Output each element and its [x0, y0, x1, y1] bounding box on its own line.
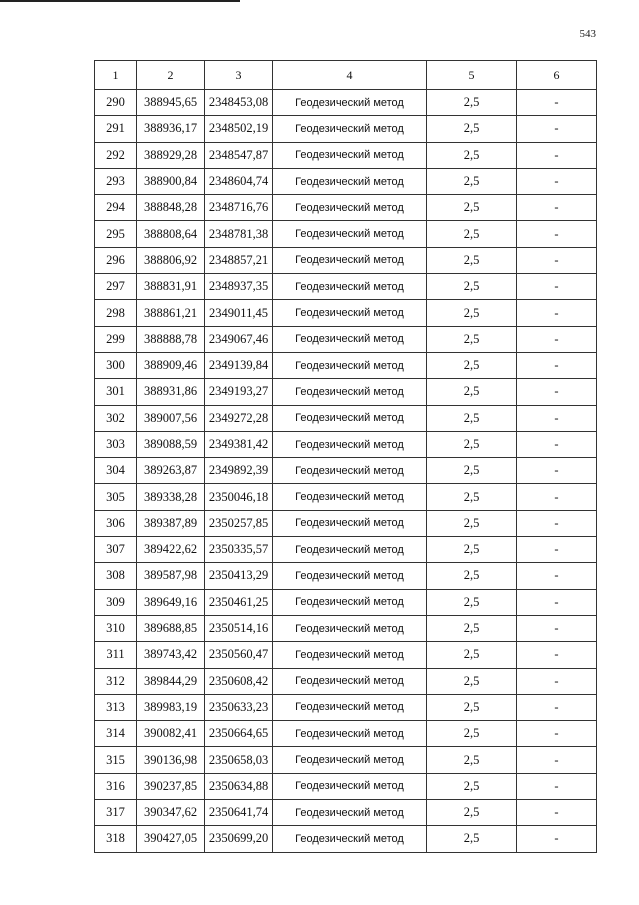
- method-cell: Геодезический метод: [273, 221, 427, 247]
- accuracy-cell: 2,5: [427, 458, 517, 484]
- method-cell: Геодезический метод: [273, 274, 427, 300]
- accuracy-cell: 2,5: [427, 326, 517, 352]
- x-coordinate-cell: 388900,84: [137, 168, 205, 194]
- accuracy-cell: 2,5: [427, 510, 517, 536]
- method-cell: Геодезический метод: [273, 90, 427, 116]
- y-coordinate-cell: 2350335,57: [205, 537, 273, 563]
- note-cell: -: [517, 274, 597, 300]
- table-header-row: [95, 61, 597, 90]
- table-row: [95, 274, 597, 300]
- point-number-cell: 296: [95, 247, 137, 273]
- x-coordinate-cell: 388929,28: [137, 142, 205, 168]
- method-cell: Геодезический метод: [273, 747, 427, 773]
- note-cell: -: [517, 484, 597, 510]
- x-coordinate-cell: 388831,91: [137, 274, 205, 300]
- point-number-cell: 308: [95, 563, 137, 589]
- table-row: [95, 615, 597, 641]
- x-coordinate-cell: 388861,21: [137, 300, 205, 326]
- table-row: [95, 721, 597, 747]
- y-coordinate-cell: 2348937,35: [205, 274, 273, 300]
- table-row: [95, 589, 597, 615]
- y-coordinate-cell: 2348547,87: [205, 142, 273, 168]
- x-coordinate-cell: 388931,86: [137, 379, 205, 405]
- x-coordinate-cell: 389688,85: [137, 615, 205, 641]
- method-cell: Геодезический метод: [273, 405, 427, 431]
- note-cell: -: [517, 537, 597, 563]
- note-cell: -: [517, 642, 597, 668]
- point-number-cell: 310: [95, 615, 137, 641]
- point-number-cell: 302: [95, 405, 137, 431]
- note-cell: -: [517, 168, 597, 194]
- table-row: [95, 326, 597, 352]
- method-cell: Геодезический метод: [273, 300, 427, 326]
- y-coordinate-cell: 2350608,42: [205, 668, 273, 694]
- point-number-cell: 304: [95, 458, 137, 484]
- page-number: 543: [579, 28, 596, 40]
- accuracy-cell: 2,5: [427, 195, 517, 221]
- accuracy-cell: 2,5: [427, 537, 517, 563]
- y-coordinate-cell: 2348604,74: [205, 168, 273, 194]
- method-cell: Геодезический метод: [273, 694, 427, 720]
- table-row: [95, 379, 597, 405]
- note-cell: -: [517, 300, 597, 326]
- x-coordinate-cell: 389743,42: [137, 642, 205, 668]
- y-coordinate-cell: 2348781,38: [205, 221, 273, 247]
- accuracy-cell: 2,5: [427, 405, 517, 431]
- header-col-2: 2: [137, 61, 205, 90]
- method-cell: Геодезический метод: [273, 615, 427, 641]
- note-cell: -: [517, 773, 597, 799]
- table-row: [95, 642, 597, 668]
- y-coordinate-cell: 2350257,85: [205, 510, 273, 536]
- accuracy-cell: 2,5: [427, 826, 517, 852]
- note-cell: -: [517, 615, 597, 641]
- accuracy-cell: 2,5: [427, 142, 517, 168]
- method-cell: Геодезический метод: [273, 168, 427, 194]
- point-number-cell: 311: [95, 642, 137, 668]
- note-cell: -: [517, 563, 597, 589]
- y-coordinate-cell: 2349067,46: [205, 326, 273, 352]
- note-cell: -: [517, 510, 597, 536]
- coordinates-table: [94, 60, 597, 853]
- point-number-cell: 300: [95, 352, 137, 378]
- table-row: [95, 668, 597, 694]
- x-coordinate-cell: 389422,62: [137, 537, 205, 563]
- table-row: [95, 221, 597, 247]
- x-coordinate-cell: 388808,64: [137, 221, 205, 247]
- x-coordinate-cell: 389587,98: [137, 563, 205, 589]
- point-number-cell: 315: [95, 747, 137, 773]
- note-cell: -: [517, 668, 597, 694]
- note-cell: -: [517, 116, 597, 142]
- table-row: [95, 247, 597, 273]
- y-coordinate-cell: 2348453,08: [205, 90, 273, 116]
- accuracy-cell: 2,5: [427, 484, 517, 510]
- y-coordinate-cell: 2349892,39: [205, 458, 273, 484]
- header-col-5: 5: [427, 61, 517, 90]
- table-row: [95, 168, 597, 194]
- y-coordinate-cell: 2350658,03: [205, 747, 273, 773]
- note-cell: -: [517, 458, 597, 484]
- point-number-cell: 290: [95, 90, 137, 116]
- y-coordinate-cell: 2350461,25: [205, 589, 273, 615]
- point-number-cell: 297: [95, 274, 137, 300]
- note-cell: -: [517, 142, 597, 168]
- y-coordinate-cell: 2349381,42: [205, 431, 273, 457]
- point-number-cell: 305: [95, 484, 137, 510]
- table-row: [95, 563, 597, 589]
- y-coordinate-cell: 2349272,28: [205, 405, 273, 431]
- table-row: [95, 510, 597, 536]
- y-coordinate-cell: 2350560,47: [205, 642, 273, 668]
- method-cell: Геодезический метод: [273, 642, 427, 668]
- x-coordinate-cell: 389844,29: [137, 668, 205, 694]
- point-number-cell: 312: [95, 668, 137, 694]
- table-row: [95, 431, 597, 457]
- accuracy-cell: 2,5: [427, 721, 517, 747]
- note-cell: -: [517, 431, 597, 457]
- method-cell: Геодезический метод: [273, 773, 427, 799]
- method-cell: Геодезический метод: [273, 484, 427, 510]
- accuracy-cell: 2,5: [427, 615, 517, 641]
- method-cell: Геодезический метод: [273, 195, 427, 221]
- y-coordinate-cell: 2350633,23: [205, 694, 273, 720]
- y-coordinate-cell: 2349193,27: [205, 379, 273, 405]
- method-cell: Геодезический метод: [273, 537, 427, 563]
- table-row: [95, 352, 597, 378]
- header-col-6: 6: [517, 61, 597, 90]
- x-coordinate-cell: 388945,65: [137, 90, 205, 116]
- method-cell: Геодезический метод: [273, 800, 427, 826]
- accuracy-cell: 2,5: [427, 589, 517, 615]
- method-cell: Геодезический метод: [273, 352, 427, 378]
- method-cell: Геодезический метод: [273, 721, 427, 747]
- accuracy-cell: 2,5: [427, 90, 517, 116]
- x-coordinate-cell: 389263,87: [137, 458, 205, 484]
- x-coordinate-cell: 388848,28: [137, 195, 205, 221]
- method-cell: Геодезический метод: [273, 826, 427, 852]
- x-coordinate-cell: 388909,46: [137, 352, 205, 378]
- point-number-cell: 291: [95, 116, 137, 142]
- point-number-cell: 317: [95, 800, 137, 826]
- accuracy-cell: 2,5: [427, 747, 517, 773]
- y-coordinate-cell: 2350634,88: [205, 773, 273, 799]
- top-rule: [0, 0, 240, 2]
- accuracy-cell: 2,5: [427, 563, 517, 589]
- table-row: [95, 458, 597, 484]
- method-cell: Геодезический метод: [273, 142, 427, 168]
- point-number-cell: 295: [95, 221, 137, 247]
- y-coordinate-cell: 2350514,16: [205, 615, 273, 641]
- accuracy-cell: 2,5: [427, 168, 517, 194]
- table-row: [95, 826, 597, 852]
- point-number-cell: 303: [95, 431, 137, 457]
- table-row: [95, 484, 597, 510]
- note-cell: -: [517, 747, 597, 773]
- method-cell: Геодезический метод: [273, 379, 427, 405]
- y-coordinate-cell: 2348857,21: [205, 247, 273, 273]
- accuracy-cell: 2,5: [427, 668, 517, 694]
- method-cell: Геодезический метод: [273, 563, 427, 589]
- table-row: [95, 300, 597, 326]
- method-cell: Геодезический метод: [273, 510, 427, 536]
- table-row: [95, 142, 597, 168]
- method-cell: Геодезический метод: [273, 431, 427, 457]
- point-number-cell: 313: [95, 694, 137, 720]
- x-coordinate-cell: 390136,98: [137, 747, 205, 773]
- accuracy-cell: 2,5: [427, 800, 517, 826]
- point-number-cell: 306: [95, 510, 137, 536]
- y-coordinate-cell: 2350699,20: [205, 826, 273, 852]
- point-number-cell: 314: [95, 721, 137, 747]
- point-number-cell: 298: [95, 300, 137, 326]
- note-cell: -: [517, 405, 597, 431]
- accuracy-cell: 2,5: [427, 247, 517, 273]
- note-cell: -: [517, 221, 597, 247]
- method-cell: Геодезический метод: [273, 589, 427, 615]
- x-coordinate-cell: 388888,78: [137, 326, 205, 352]
- x-coordinate-cell: 390082,41: [137, 721, 205, 747]
- note-cell: -: [517, 379, 597, 405]
- x-coordinate-cell: 389007,56: [137, 405, 205, 431]
- accuracy-cell: 2,5: [427, 274, 517, 300]
- x-coordinate-cell: 389338,28: [137, 484, 205, 510]
- y-coordinate-cell: 2349011,45: [205, 300, 273, 326]
- x-coordinate-cell: 389983,19: [137, 694, 205, 720]
- point-number-cell: 307: [95, 537, 137, 563]
- method-cell: Геодезический метод: [273, 247, 427, 273]
- x-coordinate-cell: 390427,05: [137, 826, 205, 852]
- table-row: [95, 116, 597, 142]
- accuracy-cell: 2,5: [427, 431, 517, 457]
- y-coordinate-cell: 2350641,74: [205, 800, 273, 826]
- header-col-3: 3: [205, 61, 273, 90]
- note-cell: -: [517, 721, 597, 747]
- x-coordinate-cell: 389649,16: [137, 589, 205, 615]
- table-row: [95, 773, 597, 799]
- point-number-cell: 316: [95, 773, 137, 799]
- accuracy-cell: 2,5: [427, 694, 517, 720]
- note-cell: -: [517, 90, 597, 116]
- note-cell: -: [517, 352, 597, 378]
- point-number-cell: 301: [95, 379, 137, 405]
- note-cell: -: [517, 326, 597, 352]
- note-cell: -: [517, 800, 597, 826]
- table-body: [95, 90, 597, 853]
- note-cell: -: [517, 826, 597, 852]
- table-row: [95, 405, 597, 431]
- table-row: [95, 537, 597, 563]
- header-col-1: 1: [95, 61, 137, 90]
- x-coordinate-cell: 389387,89: [137, 510, 205, 536]
- note-cell: -: [517, 247, 597, 273]
- note-cell: -: [517, 589, 597, 615]
- accuracy-cell: 2,5: [427, 221, 517, 247]
- accuracy-cell: 2,5: [427, 352, 517, 378]
- x-coordinate-cell: 388936,17: [137, 116, 205, 142]
- x-coordinate-cell: 389088,59: [137, 431, 205, 457]
- method-cell: Геодезический метод: [273, 458, 427, 484]
- accuracy-cell: 2,5: [427, 642, 517, 668]
- table-row: [95, 694, 597, 720]
- y-coordinate-cell: 2348502,19: [205, 116, 273, 142]
- point-number-cell: 318: [95, 826, 137, 852]
- point-number-cell: 292: [95, 142, 137, 168]
- y-coordinate-cell: 2350046,18: [205, 484, 273, 510]
- x-coordinate-cell: 390237,85: [137, 773, 205, 799]
- table-row: [95, 800, 597, 826]
- table-row: [95, 90, 597, 116]
- point-number-cell: 294: [95, 195, 137, 221]
- x-coordinate-cell: 390347,62: [137, 800, 205, 826]
- table-row: [95, 747, 597, 773]
- y-coordinate-cell: 2350413,29: [205, 563, 273, 589]
- point-number-cell: 299: [95, 326, 137, 352]
- x-coordinate-cell: 388806,92: [137, 247, 205, 273]
- accuracy-cell: 2,5: [427, 116, 517, 142]
- note-cell: -: [517, 195, 597, 221]
- y-coordinate-cell: 2348716,76: [205, 195, 273, 221]
- header-col-4: 4: [273, 61, 427, 90]
- accuracy-cell: 2,5: [427, 379, 517, 405]
- note-cell: -: [517, 694, 597, 720]
- accuracy-cell: 2,5: [427, 773, 517, 799]
- point-number-cell: 293: [95, 168, 137, 194]
- method-cell: Геодезический метод: [273, 668, 427, 694]
- table-row: [95, 195, 597, 221]
- accuracy-cell: 2,5: [427, 300, 517, 326]
- method-cell: Геодезический метод: [273, 116, 427, 142]
- method-cell: Геодезический метод: [273, 326, 427, 352]
- y-coordinate-cell: 2350664,65: [205, 721, 273, 747]
- y-coordinate-cell: 2349139,84: [205, 352, 273, 378]
- point-number-cell: 309: [95, 589, 137, 615]
